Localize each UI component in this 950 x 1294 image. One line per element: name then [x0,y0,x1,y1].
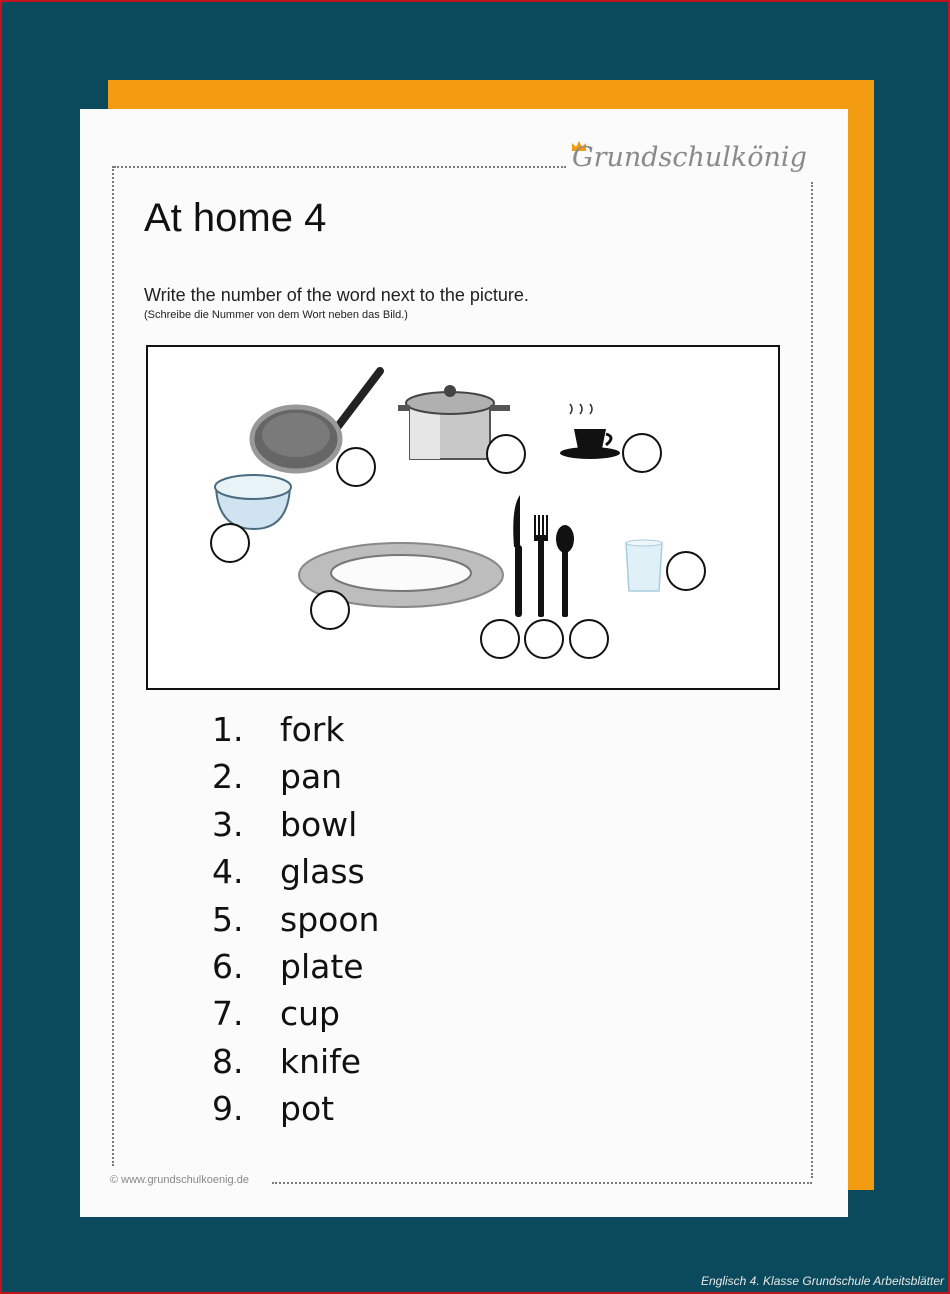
fork-picture [534,515,548,617]
dotted-border-left [112,166,114,1166]
word-number: 6. [212,946,244,986]
dotted-border-right [811,182,813,1178]
page-title: At home 4 [144,196,327,240]
word-label: glass [280,852,365,892]
dotted-border-bottom [272,1182,812,1184]
word-label: fork [280,710,345,749]
word-number: 8. [212,1041,244,1081]
word-number: 4. [212,852,244,892]
answer-circle-pot[interactable] [487,435,525,473]
list-item [212,757,512,804]
answer-circle-bowl[interactable] [211,524,249,562]
answer-circle-fork[interactable] [525,620,563,658]
knife-picture [513,495,522,617]
answer-circle-cup[interactable] [623,434,661,472]
image-caption: Englisch 4. Klasse Grundschule Arbeitsblätter [700,1274,944,1288]
list-item [212,994,512,1041]
word-label: cup [280,994,341,1034]
list-item [212,900,512,947]
brand-logo: Grundschulkönig [572,142,807,173]
word-label: knife [280,1041,362,1081]
word-number: 2. [212,757,244,797]
word-number: 5. [212,899,244,939]
bowl-picture [215,475,291,529]
cup-picture [560,404,620,459]
word-label: bowl [280,804,358,844]
word-number: 3. [212,804,244,844]
instruction-german: (Schreibe die Nummer von dem Wort neben das Bild.) [144,309,408,321]
list-item [212,1042,512,1089]
spoon-picture [556,525,574,617]
list-item [212,1089,512,1136]
word-label: pot [280,1089,335,1129]
list-item [212,947,512,994]
answer-circle-spoon[interactable] [570,620,608,658]
picture-box [146,345,780,690]
list-item [212,710,512,757]
word-label: plate [280,946,364,986]
word-list [212,710,512,1137]
answer-circle-plate[interactable] [311,591,349,629]
dotted-border-top [114,166,566,168]
list-item [212,805,512,852]
word-number: 1. [212,710,244,749]
instruction-text: Write the number of the word next to the picture. [144,285,529,305]
answer-circle-knife[interactable] [481,620,519,658]
answer-circle-glass[interactable] [667,552,705,590]
word-number: 7. [212,994,244,1034]
word-number: 9. [212,1089,244,1129]
answer-circle-pan[interactable] [337,448,375,486]
word-label: spoon [280,899,380,939]
list-item [212,852,512,899]
copyright-text: © www.grundschulkoenig.de [110,1174,249,1186]
word-label: pan [280,757,343,797]
glass-picture [626,540,662,591]
